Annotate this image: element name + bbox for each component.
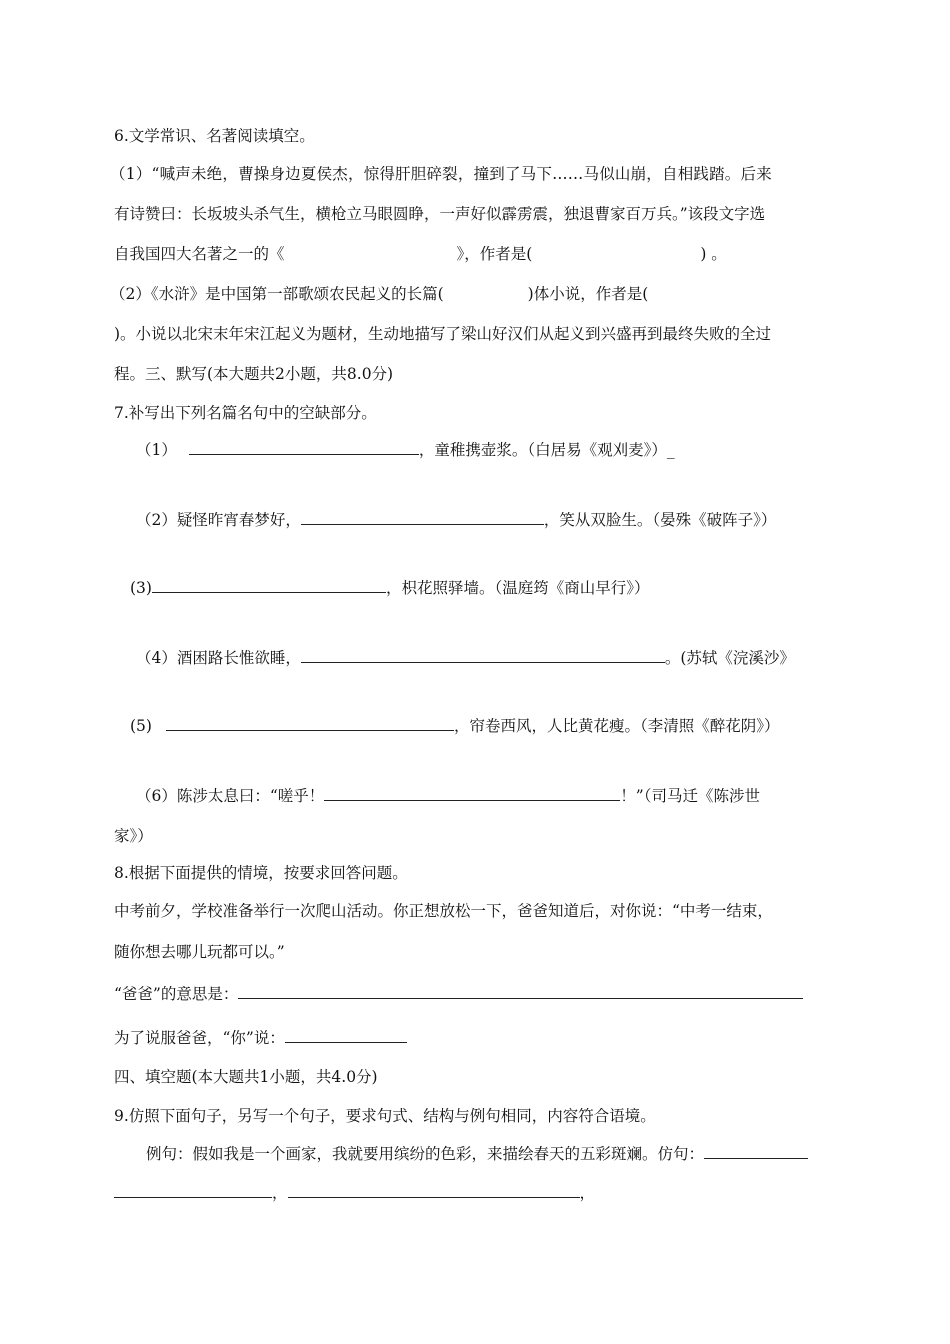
q7-item2	[136, 510, 776, 530]
q9-blank-2[interactable]	[114, 1183, 272, 1198]
q7-item1-blank[interactable]	[189, 440, 419, 455]
q6-p1-line3-c: ) 。	[700, 245, 727, 263]
q7-item5	[130, 716, 779, 736]
q9-title: 9.仿照下面句子，另写一个句子，要求句式、结构与例句相同，内容符合语境。	[114, 1107, 656, 1125]
dad-meaning-blank[interactable]	[238, 984, 803, 999]
q7-item1-text: ，童稚携壶浆。（白居易《观刈麦》）_	[418, 441, 675, 459]
q7-item4-blank[interactable]	[301, 648, 665, 663]
q6-p2-line1	[110, 284, 648, 304]
q7-item1	[136, 440, 675, 460]
q7-item3-text: ，枳花照驿墙。（温庭筠《商山早行》）	[385, 579, 650, 597]
q6-p2-line1-b: )体小说，作者是(	[527, 285, 649, 303]
q7-item4-text-a: （4）酒困路长惟欲睡，	[136, 649, 301, 667]
persuade-blank[interactable]	[285, 1028, 407, 1043]
q9-blank-3[interactable]	[288, 1183, 580, 1198]
q7-item5-number: (5)	[130, 717, 152, 735]
q7-item1-number: （1）	[136, 441, 177, 459]
q6-p2-line3: 程。三、默写(本大题共2小题，共8.0分)	[114, 365, 394, 383]
q8-line1: 中考前夕，学校准备举行一次爬山活动。你正想放松一下，爸爸知道后，对你说：“中考一结束，	[114, 902, 773, 920]
q6-p2-line2: )。小说以北宋末年宋江起义为题材，生动地描写了梁山好汉们从起义到兴盛再到最终失败的全过	[114, 325, 772, 343]
q6-p2-line1-a: （2）《水浒》是中国第一部歌颂农民起义的长篇(	[110, 285, 444, 303]
q8-title: 8.根据下面提供的情境，按要求回答问题。	[114, 864, 408, 882]
section-4-heading: 四、填空题(本大题共1小题，共4.0分)	[114, 1068, 378, 1086]
q6-title: 6.文学常识、名著阅读填空。	[114, 127, 315, 145]
q7-item2-text-a: （2）疑怪昨宵春梦好，	[136, 511, 301, 529]
q7-item3-blank[interactable]	[152, 578, 386, 593]
q7-item6	[136, 786, 760, 806]
q7-item3	[130, 578, 649, 598]
q8-dad-meaning-label: “爸爸”的意思是：	[114, 985, 239, 1003]
q7-item5-text: ，帘卷西风，人比黄花瘦。（李清照《醉花阴》）	[453, 717, 780, 735]
q9-example-text: 例句：假如我是一个画家，我就要用缤纷的色彩，来描绘春天的五彩斑斓。仿句：	[146, 1145, 705, 1163]
q6-p1-line3-b: 》，作者是(	[456, 245, 533, 263]
q8-persuade-label: 为了说服爸爸，“你”说：	[114, 1029, 285, 1047]
q7-title: 7.补写出下列名篇名句中的空缺部分。	[114, 404, 377, 422]
q9-comma-1: ，	[272, 1184, 288, 1202]
q7-item2-text-b: ，笑从双脸生。（晏殊《破阵子》）	[543, 511, 777, 529]
q7-item6-cont: 家》）	[114, 827, 153, 845]
q9-comma-2: ，	[579, 1184, 596, 1202]
q6-p1-line1: （1）“喊声未绝，曹操身边夏侯杰，惊得肝胆碎裂，撞到了马下……马似山崩，自相践踏。后来	[110, 165, 772, 183]
q7-item2-blank[interactable]	[301, 510, 544, 525]
q7-item6-blank[interactable]	[324, 786, 620, 801]
q6-p1-line2: 有诗赞曰：长坂坡头杀气生，横枪立马眼圆睁，一声好似霹雳震，独退曹家百万兵。”该段文字选	[114, 205, 766, 223]
q6-p1-line3	[114, 244, 727, 264]
q7-item4	[136, 648, 795, 668]
q8-persuade	[114, 1028, 407, 1048]
q7-item5-blank[interactable]	[166, 716, 454, 731]
q7-item3-number: (3)	[130, 579, 152, 597]
q9-example	[146, 1144, 808, 1164]
q7-item4-text-b: 。(苏轼《浣溪沙》	[664, 649, 795, 667]
q8-line2: 随你想去哪儿玩都可以。”	[114, 943, 285, 961]
q7-item6-text-a: （6）陈涉太息曰：“嗟乎！	[136, 787, 325, 805]
q6-p1-line3-a: 自我国四大名著之一的《	[114, 245, 285, 263]
q8-dad-meaning	[114, 984, 803, 1004]
q9-answer-line	[114, 1183, 595, 1203]
q9-blank-1[interactable]	[704, 1144, 808, 1159]
q7-item6-text-b: ！”（司马迁《陈涉世	[620, 787, 760, 805]
